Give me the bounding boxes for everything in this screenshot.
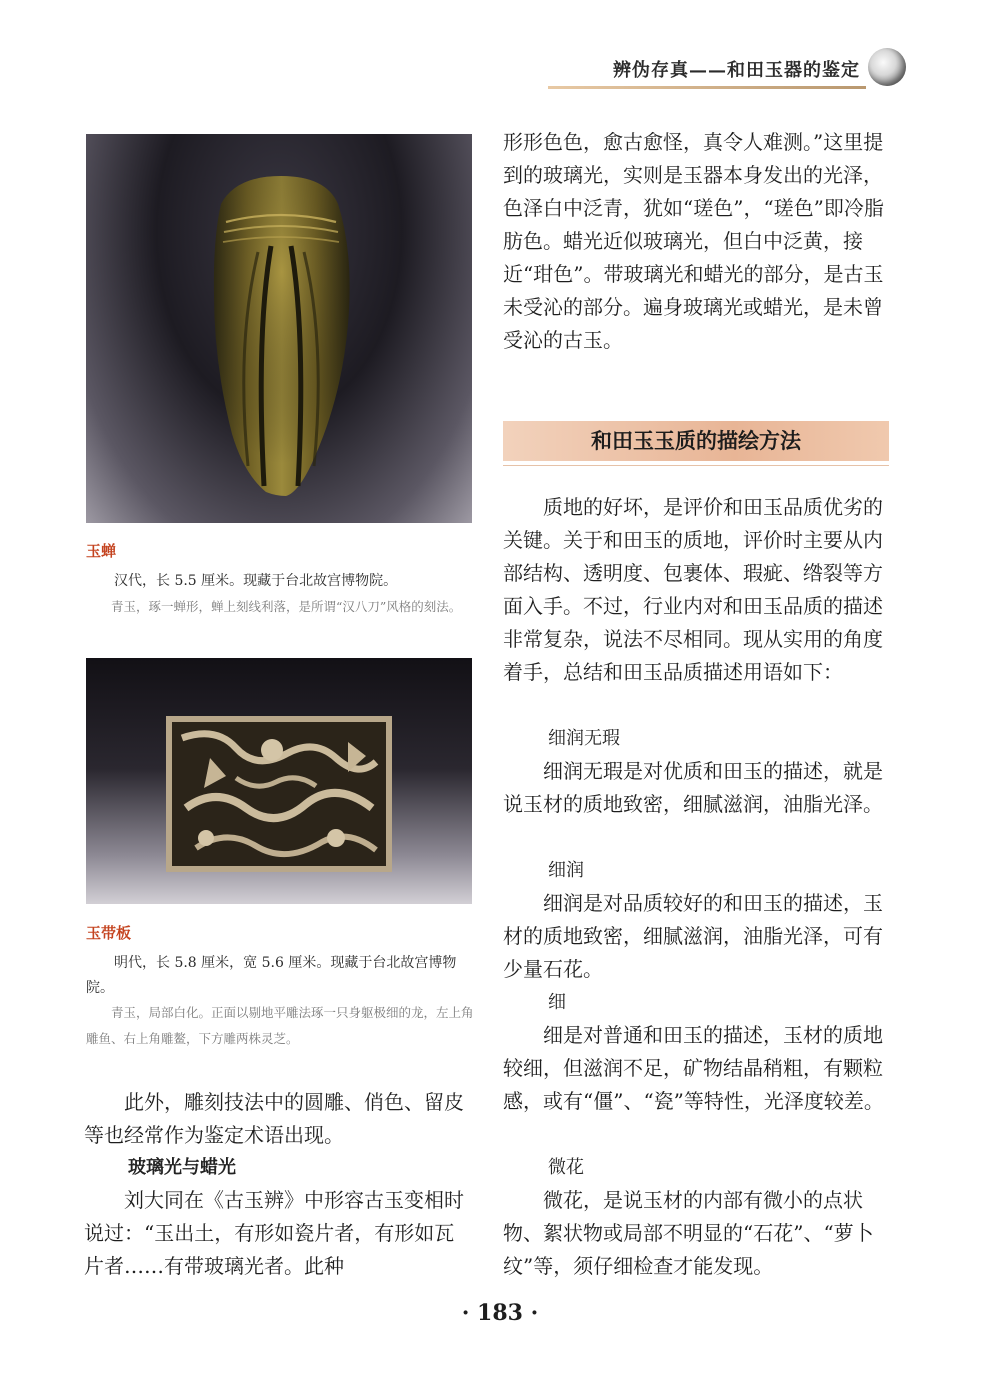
subheading: 玻璃光与蜡光 (128, 1157, 236, 1178)
figure-description: 青玉，局部白化。正面以剔地平雕法琢一只身躯极细的龙，左上角雕鱼、右上角雕鳌，下方雕两株灵芝。 (86, 1005, 474, 1046)
figure-title: 玉蝉 (86, 542, 117, 560)
header-title: 辨伪存真——和田玉器的鉴定 (613, 60, 860, 81)
page-number: · 183 · (461, 1300, 539, 1326)
figure-title: 玉带板 (86, 924, 132, 942)
body-paragraph: 形形色色，愈古愈怪，真令人难测。”这里提到的玻璃光，实则是玉器本身发出的光泽，色泽白中泛青，犹如“瑳色”，“瑳色”即冷脂肪色。蜡光近似玻璃光，但白中泛黄，接近“玵色”。带玻璃光和蜡光的部分，是古玉未受沁的部分。遍身玻璃光或蜡光，是未曾受沁的古玉。 (503, 130, 884, 352)
term-definition: 细润无瑕是对优质和田玉的描述，就是说玉材的质地致密，细腻滋润，油脂光泽。 (503, 759, 883, 816)
term-definition: 细是对普通和田玉的描述，玉材的质地较细，但滋润不足，矿物结晶稍粗，有颗粒感，或有“僵”、“瓷”等特性，光泽度较差。 (503, 1023, 884, 1113)
jade-belt-plaque-photo (86, 658, 472, 904)
jade-cicada-photo (86, 134, 472, 523)
term-heading: 微花 (548, 1157, 584, 1178)
figure-description: 青玉，琢一蝉形，蝉上刻线利落，是所谓“汉八刀”风格的刻法。 (111, 599, 462, 614)
section-heading: 和田玉玉质的描绘方法 (503, 421, 889, 461)
term-definition: 微花，是说玉材的内部有微小的点状物、絮状物或局部不明显的“石花”、“萝卜纹”等，须仔细检查才能发现。 (503, 1188, 874, 1278)
term-definition: 细润是对品质较好的和田玉的描述，玉材的质地致密，细腻滋润，油脂光泽，可有少量石花。 (503, 891, 883, 981)
body-paragraph: 质地的好坏，是评价和田玉品质优劣的关键。关于和田玉的质地，评价时主要从内部结构、透明度、包裹体、瑕疵、绺裂等方面入手。不过，行业内对和田玉品质的描述非常复杂，说法不尽相同。现从实用的角度着手，总结和田玉品质描述用语如下： (503, 495, 883, 684)
header-rule (548, 86, 866, 89)
jade-disc-icon (868, 48, 906, 86)
term-heading: 细润 (548, 860, 584, 881)
term-heading: 细润无瑕 (548, 728, 620, 749)
figure-caption: 汉代，长 5.5 厘米。现藏于台北故宫博物院。 (114, 573, 398, 589)
term-heading: 细 (548, 992, 566, 1013)
body-paragraph: 刘大同在《古玉辨》中形容古玉变相时说过：“玉出土，有形如瓷片者，有形如瓦片者……有带玻璃光者。此种 (84, 1188, 464, 1278)
figure-caption: 明代，长 5.8 厘米，宽 5.6 厘米。现藏于台北故宫博物院。 (86, 955, 457, 996)
section-rule (503, 465, 889, 466)
body-paragraph: 此外，雕刻技法中的圆雕、俏色、留皮等也经常作为鉴定术语出现。 (84, 1090, 464, 1147)
